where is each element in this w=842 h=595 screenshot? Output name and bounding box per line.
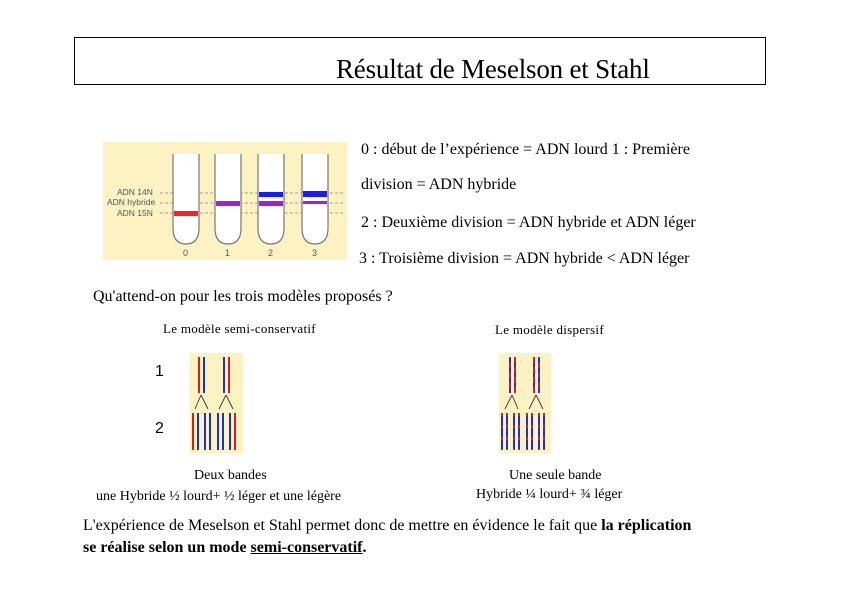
tube-2 <box>258 154 284 244</box>
tube-label-3: 3 <box>312 248 318 258</box>
disp-g2-strand-6 <box>531 413 533 450</box>
conclusion-bold-mode: se réalise selon un mode <box>83 539 251 556</box>
disp-caption-2: Hybride ¼ lourd+ ¾ léger <box>476 487 623 502</box>
semi-caption-1: Deux bandes <box>194 468 267 483</box>
result-line-1: 0 : début de l’expérience = ADN lourd 1 : Première <box>361 141 690 158</box>
conclusion-bold-replication: la réplication <box>601 517 692 534</box>
disp-g2-strand-1 <box>501 413 503 450</box>
disp-g1-strand-3 <box>533 357 535 393</box>
centrifuge-tubes-figure <box>103 142 347 260</box>
question-text: Qu'attend-on pour les trois modèles proposés ? <box>93 288 393 305</box>
band-tube0-heavy <box>174 211 198 216</box>
semi-arrows <box>195 395 233 409</box>
disp-arrows <box>505 395 543 409</box>
tube-label-0: 0 <box>183 248 189 258</box>
band-tube2-light <box>259 192 283 197</box>
band-tube2-hybrid <box>259 201 283 206</box>
band-tube3-light <box>303 191 327 197</box>
semi-conservative-title: Le modèle semi-conservatif <box>163 321 316 336</box>
dispersive-diagram <box>499 353 551 453</box>
conclusion-period: . <box>362 539 367 556</box>
semi-caption-2: une Hybride ½ lourd+ ½ léger et une légère <box>96 489 342 504</box>
band-tube3-hybrid <box>303 201 327 204</box>
result-line-4: 3 : Troisième division = ADN hybride < ADN léger <box>359 250 690 267</box>
dispersive-title: Le modèle dispersif <box>495 322 604 337</box>
tube-label-1: 1 <box>225 248 231 258</box>
disp-g1-strand-2 <box>514 357 516 393</box>
generation-label-2: 2 <box>155 420 164 437</box>
semi-conservative-diagram <box>190 353 243 453</box>
disp-caption-1: Une seule bande <box>509 468 602 483</box>
page-title: Résultat de Meselson et Stahl <box>336 54 650 84</box>
conclusion-line-1 <box>83 517 691 535</box>
conclusion-semi-conservatif: semi-conservatif <box>250 539 363 556</box>
band-tube1-hybrid <box>216 201 240 206</box>
legend-adn-hybride: ADN hybride <box>107 197 156 207</box>
disp-g1-strand-1 <box>509 357 511 393</box>
legend-adn-14n: ADN 14N <box>117 187 153 197</box>
tube-label-2: 2 <box>268 248 274 258</box>
disp-g2-strand-7 <box>538 413 540 450</box>
result-line-2: division = ADN hybride <box>361 176 517 193</box>
disp-g1-strand-4 <box>538 357 540 393</box>
tube-1 <box>215 154 241 244</box>
tube-0 <box>173 154 199 244</box>
disp-g2-strand-5 <box>526 413 528 450</box>
disp-g2-strand-2 <box>506 413 508 450</box>
legend-adn-15n: ADN 15N <box>117 208 153 218</box>
generation-label-1: 1 <box>155 363 164 380</box>
conclusion-text: L'expérience de Meselson et Stahl permet donc de mettre en évidence le fait que <box>83 517 602 534</box>
disp-g2-strand-4 <box>518 413 520 450</box>
tube-3 <box>302 154 328 244</box>
result-line-3: 2 : Deuxième division = ADN hybride et ADN léger <box>361 214 696 231</box>
disp-g2-strand-8 <box>543 413 545 450</box>
conclusion-line-2 <box>83 539 367 557</box>
disp-g2-strand-3 <box>513 413 515 450</box>
